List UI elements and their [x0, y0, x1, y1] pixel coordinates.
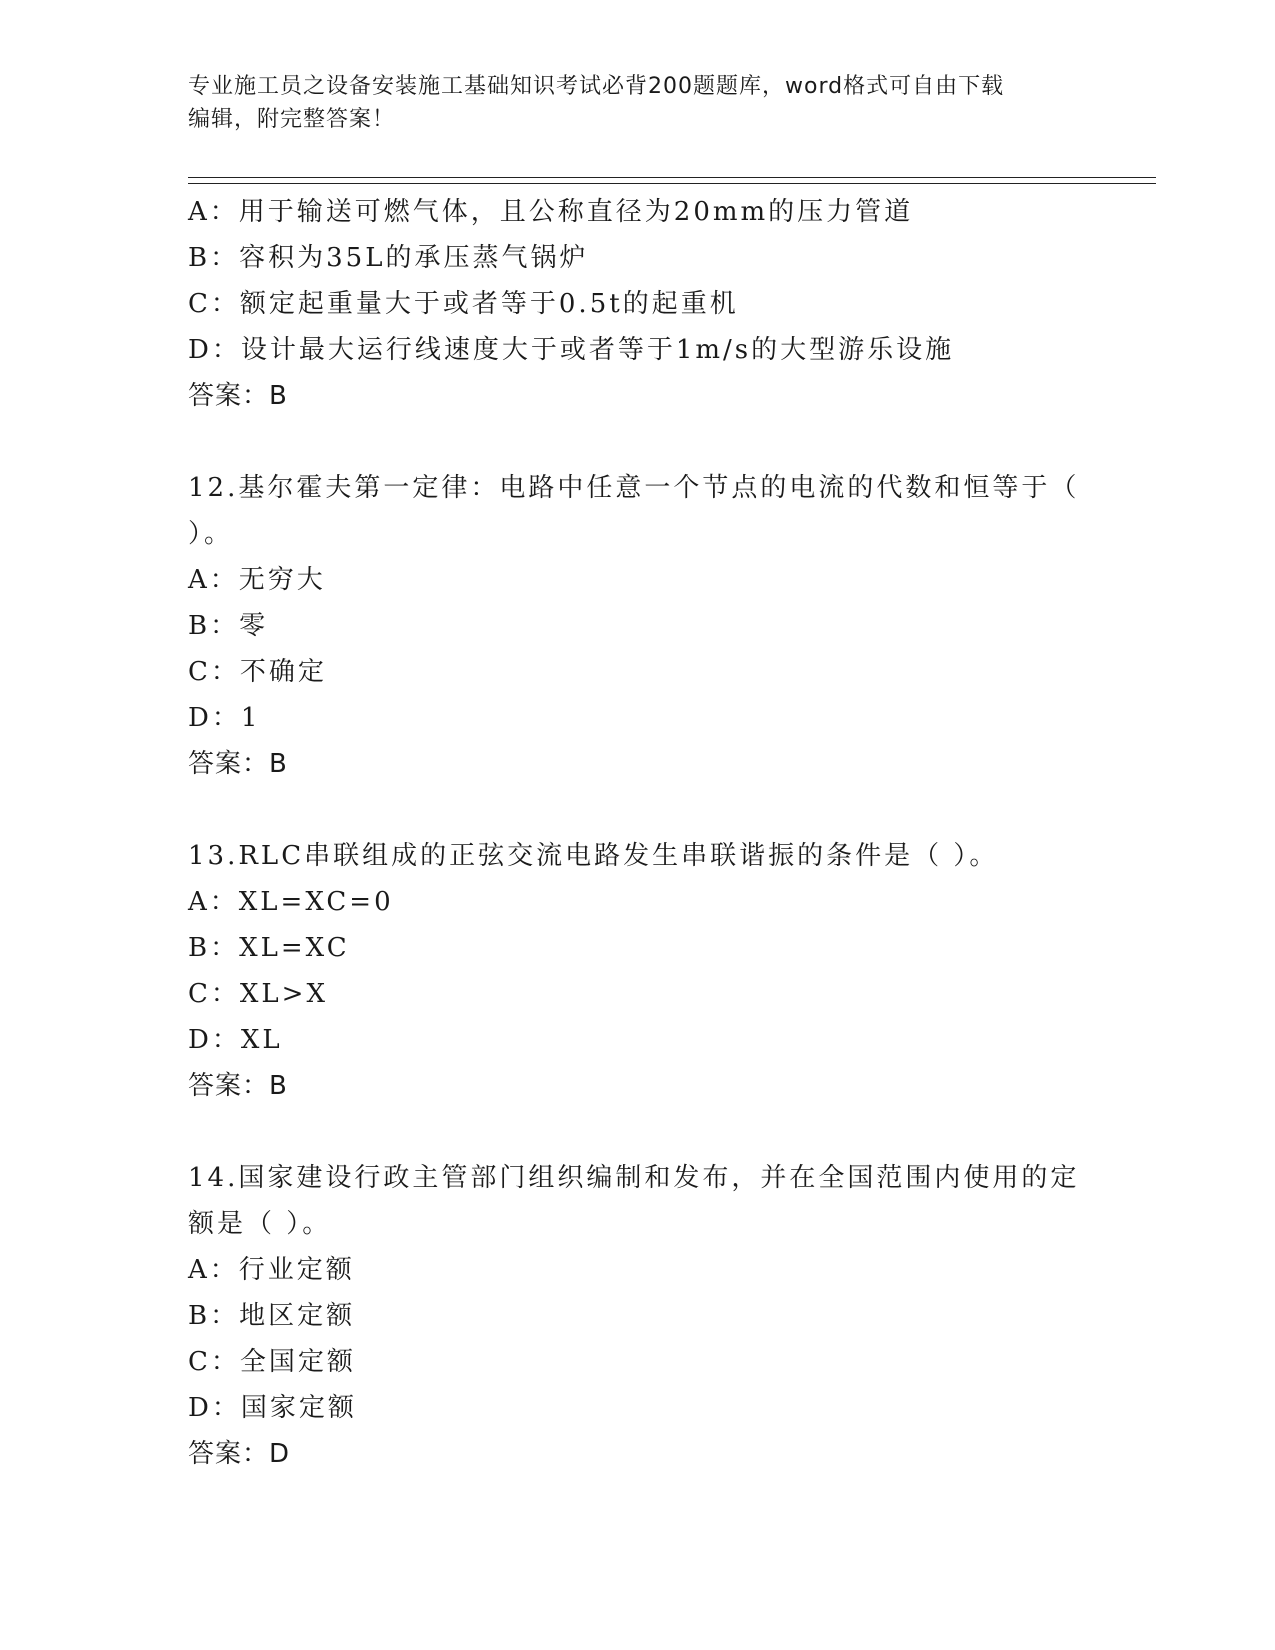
- option-c: C：XL>X: [188, 979, 328, 1009]
- option-c: C：不确定: [188, 657, 327, 687]
- question-text-line-1: 12.基尔霍夫第一定律：电路中任意一个节点的电流的代数和恒等于（: [188, 473, 1080, 503]
- option-a: A：行业定额: [188, 1255, 355, 1285]
- question-11: [188, 189, 1088, 419]
- option-d: D：设计最大运行线速度大于或者等于1m/s的大型游乐设施: [188, 335, 955, 365]
- question-12: [188, 465, 1088, 787]
- option-b: B：XL=XC: [188, 933, 350, 963]
- question-13: [188, 833, 1088, 1109]
- question-list: [188, 189, 1088, 1477]
- question-text-line-1: 14.国家建设行政主管部门组织编制和发布，并在全国范围内使用的定: [188, 1163, 1080, 1193]
- option-c: C：额定起重量大于或者等于0.5t的起重机: [188, 289, 739, 319]
- answer: 答案：B: [188, 1071, 288, 1101]
- answer: 答案：D: [188, 1439, 291, 1469]
- document-header: [188, 70, 1068, 136]
- option-b: B：地区定额: [188, 1301, 356, 1331]
- option-a: A：无穷大: [188, 565, 326, 595]
- question-text-line-2: 额是（ ）。: [188, 1209, 332, 1239]
- question-14: [188, 1155, 1088, 1477]
- question-text-line-1: 13.RLC串联组成的正弦交流电路发生串联谐振的条件是（ ）。: [188, 841, 999, 871]
- header-divider-bottom: [188, 183, 1156, 184]
- option-b: B：容积为35L的承压蒸气锅炉: [188, 243, 589, 273]
- option-b: B：零: [188, 611, 269, 641]
- question-text-line-2: ）。: [188, 519, 234, 549]
- spacer: [188, 787, 1088, 833]
- spacer: [188, 1109, 1088, 1155]
- spacer: [188, 419, 1088, 465]
- option-d: D：国家定额: [188, 1393, 357, 1423]
- option-a: A：用于输送可燃气体，且公称直径为20mm的压力管道: [188, 197, 914, 227]
- answer: 答案：B: [188, 381, 288, 411]
- header-divider-top: [188, 177, 1156, 178]
- option-d: D：XL: [188, 1025, 283, 1055]
- option-d: D：1: [188, 703, 261, 733]
- option-c: C：全国定额: [188, 1347, 356, 1377]
- answer: 答案：B: [188, 749, 288, 779]
- header-title-line-2: 编辑，附完整答案！: [188, 107, 396, 132]
- header-title-line-1: 专业施工员之设备安装施工基础知识考试必背200题题库，word格式可自由下载: [188, 74, 1005, 99]
- option-a: A：XL=XC=0: [188, 887, 394, 917]
